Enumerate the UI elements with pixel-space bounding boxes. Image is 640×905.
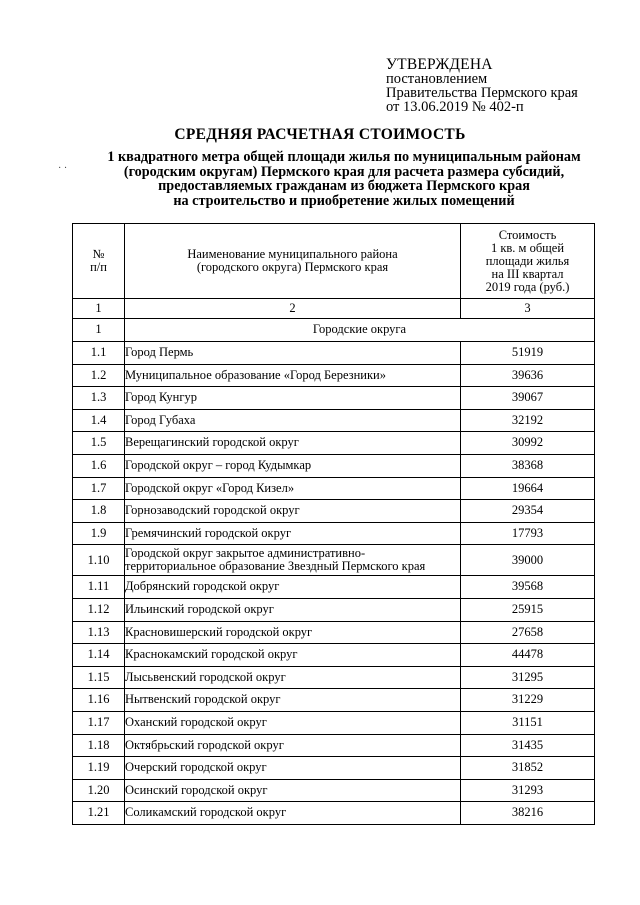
row-num: 1.8	[73, 500, 125, 523]
table-row	[73, 802, 595, 825]
row-cost: 17793	[461, 522, 595, 545]
approval-heading: УТВЕРЖДЕНА	[386, 56, 493, 73]
row-name: Городской округ «Город Кизел»	[125, 477, 461, 500]
row-num: 1.13	[73, 621, 125, 644]
row-num: 1.2	[73, 364, 125, 387]
row-cost: 19664	[461, 477, 595, 500]
row-name: Соликамский городской округ	[125, 802, 461, 825]
header-cost: Стоимость 1 кв. м общей площади жилья на III квартал 2019 года (руб.)	[461, 224, 595, 299]
table-row	[73, 644, 595, 667]
row-name: Краснокамский городской округ	[125, 644, 461, 667]
table-row	[73, 734, 595, 757]
row-name: Город Кунгур	[125, 387, 461, 410]
table-row	[73, 409, 595, 432]
row-name: Гремячинский городской округ	[125, 522, 461, 545]
row-cost: 44478	[461, 644, 595, 667]
row-cost: 39568	[461, 576, 595, 599]
row-cost: 51919	[461, 342, 595, 365]
column-number-row	[73, 299, 595, 319]
row-cost: 38216	[461, 802, 595, 825]
header-name: Наименование муниципального района (городского округа) Пермского края	[125, 224, 461, 299]
section-num: 1	[73, 319, 125, 342]
row-cost: 31229	[461, 689, 595, 712]
subtitle-line: на строительство и приобретение жилых помещений	[173, 192, 515, 209]
row-num: 1.20	[73, 779, 125, 802]
row-name: Городской округ – город Кудымкар	[125, 454, 461, 477]
table-row	[73, 598, 595, 621]
row-num: 1.1	[73, 342, 125, 365]
row-num: 1.7	[73, 477, 125, 500]
approval-line: постановлением	[386, 71, 488, 87]
table-row	[73, 545, 595, 576]
table-row	[73, 576, 595, 599]
row-num: 1.12	[73, 598, 125, 621]
document-subtitle	[70, 150, 618, 208]
row-num: 1.19	[73, 757, 125, 780]
row-name: Очерский городской округ	[125, 757, 461, 780]
table-row	[73, 711, 595, 734]
row-name: Горнозаводский городской округ	[125, 500, 461, 523]
table-row	[73, 522, 595, 545]
row-name: Нытвенский городской округ	[125, 689, 461, 712]
row-cost: 30992	[461, 432, 595, 455]
scan-speck: · ·	[58, 163, 68, 174]
table-row	[73, 621, 595, 644]
approval-line: Правительства Пермского края	[386, 85, 578, 101]
row-num: 1.3	[73, 387, 125, 410]
row-name: Осинский городской округ	[125, 779, 461, 802]
table-row	[73, 342, 595, 365]
row-num: 1.21	[73, 802, 125, 825]
approval-stamp	[386, 58, 578, 114]
section-title: Городские округа	[125, 319, 595, 342]
approval-line: от 13.06.2019 № 402-п	[386, 99, 524, 115]
subtitle-line: 1 квадратного метра общей площади жилья по муниципальным районам	[107, 149, 581, 165]
row-cost: 31435	[461, 734, 595, 757]
row-cost: 29354	[461, 500, 595, 523]
row-num: 1.5	[73, 432, 125, 455]
row-name: Октябрьский городской округ	[125, 734, 461, 757]
row-cost: 31151	[461, 711, 595, 734]
table-row	[73, 757, 595, 780]
row-cost: 38368	[461, 454, 595, 477]
section-row	[73, 319, 595, 342]
row-cost: 32192	[461, 409, 595, 432]
table-row	[73, 666, 595, 689]
row-name: Добрянский городской округ	[125, 576, 461, 599]
row-num: 1.6	[73, 454, 125, 477]
row-cost: 31293	[461, 779, 595, 802]
row-num: 1.10	[73, 545, 125, 576]
row-num: 1.9	[73, 522, 125, 545]
row-cost: 31295	[461, 666, 595, 689]
row-cost: 39636	[461, 364, 595, 387]
column-number: 1	[73, 299, 125, 319]
table-row	[73, 779, 595, 802]
row-name: Город Пермь	[125, 342, 461, 365]
row-cost: 39067	[461, 387, 595, 410]
table-row	[73, 477, 595, 500]
row-num: 1.4	[73, 409, 125, 432]
row-name: Город Губаха	[125, 409, 461, 432]
column-number: 3	[461, 299, 595, 319]
row-num: 1.17	[73, 711, 125, 734]
header-num: № п/п	[73, 224, 125, 299]
row-cost: 31852	[461, 757, 595, 780]
row-name: Городской округ закрытое административно- территориальное образование Звездный Пермского края	[125, 545, 461, 576]
row-name: Оханский городской округ	[125, 711, 461, 734]
table-row	[73, 454, 595, 477]
document-title: СРЕДНЯЯ РАСЧЕТНАЯ СТОИМОСТЬ	[174, 126, 466, 143]
table-row	[73, 500, 595, 523]
table-header-row	[73, 224, 595, 299]
row-num: 1.11	[73, 576, 125, 599]
row-name: Ильинский городской округ	[125, 598, 461, 621]
row-num: 1.16	[73, 689, 125, 712]
subtitle-line: (городским округам) Пермского края для расчета размера субсидий,	[123, 163, 565, 180]
table-row	[73, 689, 595, 712]
subtitle-line: предоставляемых гражданам из бюджета Пермского края	[158, 178, 530, 194]
column-number: 2	[125, 299, 461, 319]
row-name: Лысьвенский городской округ	[125, 666, 461, 689]
row-cost: 27658	[461, 621, 595, 644]
table-row	[73, 432, 595, 455]
table-row	[73, 387, 595, 410]
row-cost: 25915	[461, 598, 595, 621]
cost-table	[72, 223, 595, 825]
row-name: Муниципальное образование «Город Березники»	[125, 364, 461, 387]
row-num: 1.15	[73, 666, 125, 689]
row-num: 1.14	[73, 644, 125, 667]
row-cost: 39000	[461, 545, 595, 576]
table-row	[73, 364, 595, 387]
row-name: Красновишерский городской округ	[125, 621, 461, 644]
row-name: Верещагинский городской округ	[125, 432, 461, 455]
row-num: 1.18	[73, 734, 125, 757]
